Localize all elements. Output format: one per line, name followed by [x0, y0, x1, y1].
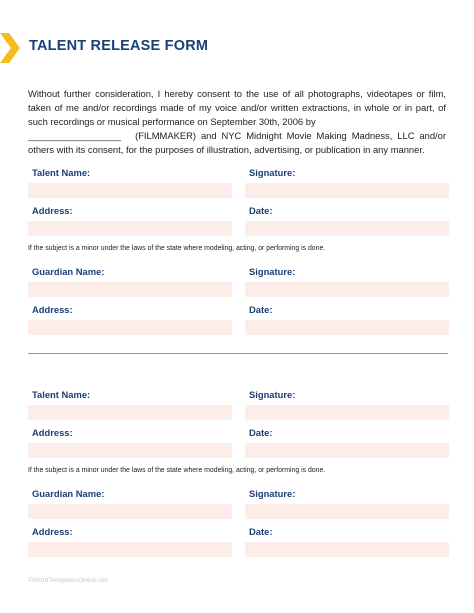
talent-row-1 [28, 167, 448, 197]
talent-address-input[interactable] [28, 221, 232, 236]
guardian-date-input[interactable] [245, 320, 449, 335]
talent-name-label: Talent Name: [32, 389, 91, 400]
guardian-signature-label: Signature: [249, 488, 296, 499]
guardian-signature-field [245, 266, 449, 297]
minor-note: If the subject is a minor under the laws of the state where modeling, acting, or performing is done. [28, 467, 326, 474]
talent-address-label: Address: [32, 427, 73, 438]
guardian-date-label: Date: [249, 526, 273, 537]
guardian-row-2 [28, 488, 448, 518]
consent-text-part-2: (FILMMAKER) and NYC Midnight Movie Making Madness, LLC and/or others with its consent, for the purposes of illustration, advertising, or publication in any manner. [28, 130, 446, 155]
guardian-address-label: Address: [32, 526, 73, 537]
talent-date-input[interactable] [245, 443, 449, 458]
talent-date-field [245, 205, 449, 236]
filmmaker-blank-line[interactable]: ____________________ [28, 130, 121, 141]
address-row-2 [28, 427, 448, 457]
talent-date-label: Date: [249, 427, 273, 438]
talent-name-field [28, 389, 232, 420]
guardian-date-input[interactable] [245, 542, 449, 557]
guardian-signature-label: Signature: [249, 266, 296, 277]
guardian-signature-input[interactable] [245, 282, 449, 297]
talent-row-2 [28, 389, 448, 419]
guardian-address-input[interactable] [28, 542, 232, 557]
watermark-text: ©WordTemplatesOnline.net [28, 577, 108, 584]
consent-text-part-1: Without further consideration, I hereby consent to the use of all photographs, videotapes or film, taken of me and/or recordings made of my voice and/or written extractions, in whole or in part, of such recordings or musical performance on September 30th, 2006 by [28, 88, 446, 127]
talent-signature-label: Signature: [249, 389, 296, 400]
guardian-name-field [28, 488, 232, 519]
talent-address-input[interactable] [28, 443, 232, 458]
guardian-address-row-1 [28, 304, 448, 334]
page-title: TALENT RELEASE FORM [29, 38, 209, 54]
guardian-signature-input[interactable] [245, 504, 449, 519]
consent-paragraph [28, 87, 446, 157]
guardian-name-label: Guardian Name: [32, 266, 105, 277]
guardian-address-row-2 [28, 526, 448, 556]
address-row-1 [28, 205, 448, 235]
talent-address-field [28, 205, 232, 236]
minor-note: If the subject is a minor under the laws of the state where modeling, acting, or performing is done. [28, 245, 326, 252]
talent-signature-field [245, 389, 449, 420]
talent-signature-input[interactable] [245, 405, 449, 420]
guardian-address-input[interactable] [28, 320, 232, 335]
guardian-date-field [245, 304, 449, 335]
guardian-address-field [28, 526, 232, 557]
talent-address-field [28, 427, 232, 458]
talent-name-input[interactable] [28, 405, 232, 420]
talent-name-label: Talent Name: [32, 167, 91, 178]
guardian-name-label: Guardian Name: [32, 488, 105, 499]
talent-name-field [28, 167, 232, 198]
guardian-signature-field [245, 488, 449, 519]
talent-name-input[interactable] [28, 183, 232, 198]
talent-signature-field [245, 167, 449, 198]
talent-signature-label: Signature: [249, 167, 296, 178]
talent-date-input[interactable] [245, 221, 449, 236]
guardian-address-field [28, 304, 232, 335]
guardian-name-input[interactable] [28, 504, 232, 519]
guardian-row-1 [28, 266, 448, 296]
guardian-date-field [245, 526, 449, 557]
guardian-name-input[interactable] [28, 282, 232, 297]
talent-date-label: Date: [249, 205, 273, 216]
chevron-right-icon [0, 33, 20, 63]
guardian-address-label: Address: [32, 304, 73, 315]
guardian-name-field [28, 266, 232, 297]
talent-date-field [245, 427, 449, 458]
section-divider [28, 353, 448, 354]
guardian-date-label: Date: [249, 304, 273, 315]
talent-signature-input[interactable] [245, 183, 449, 198]
talent-address-label: Address: [32, 205, 73, 216]
